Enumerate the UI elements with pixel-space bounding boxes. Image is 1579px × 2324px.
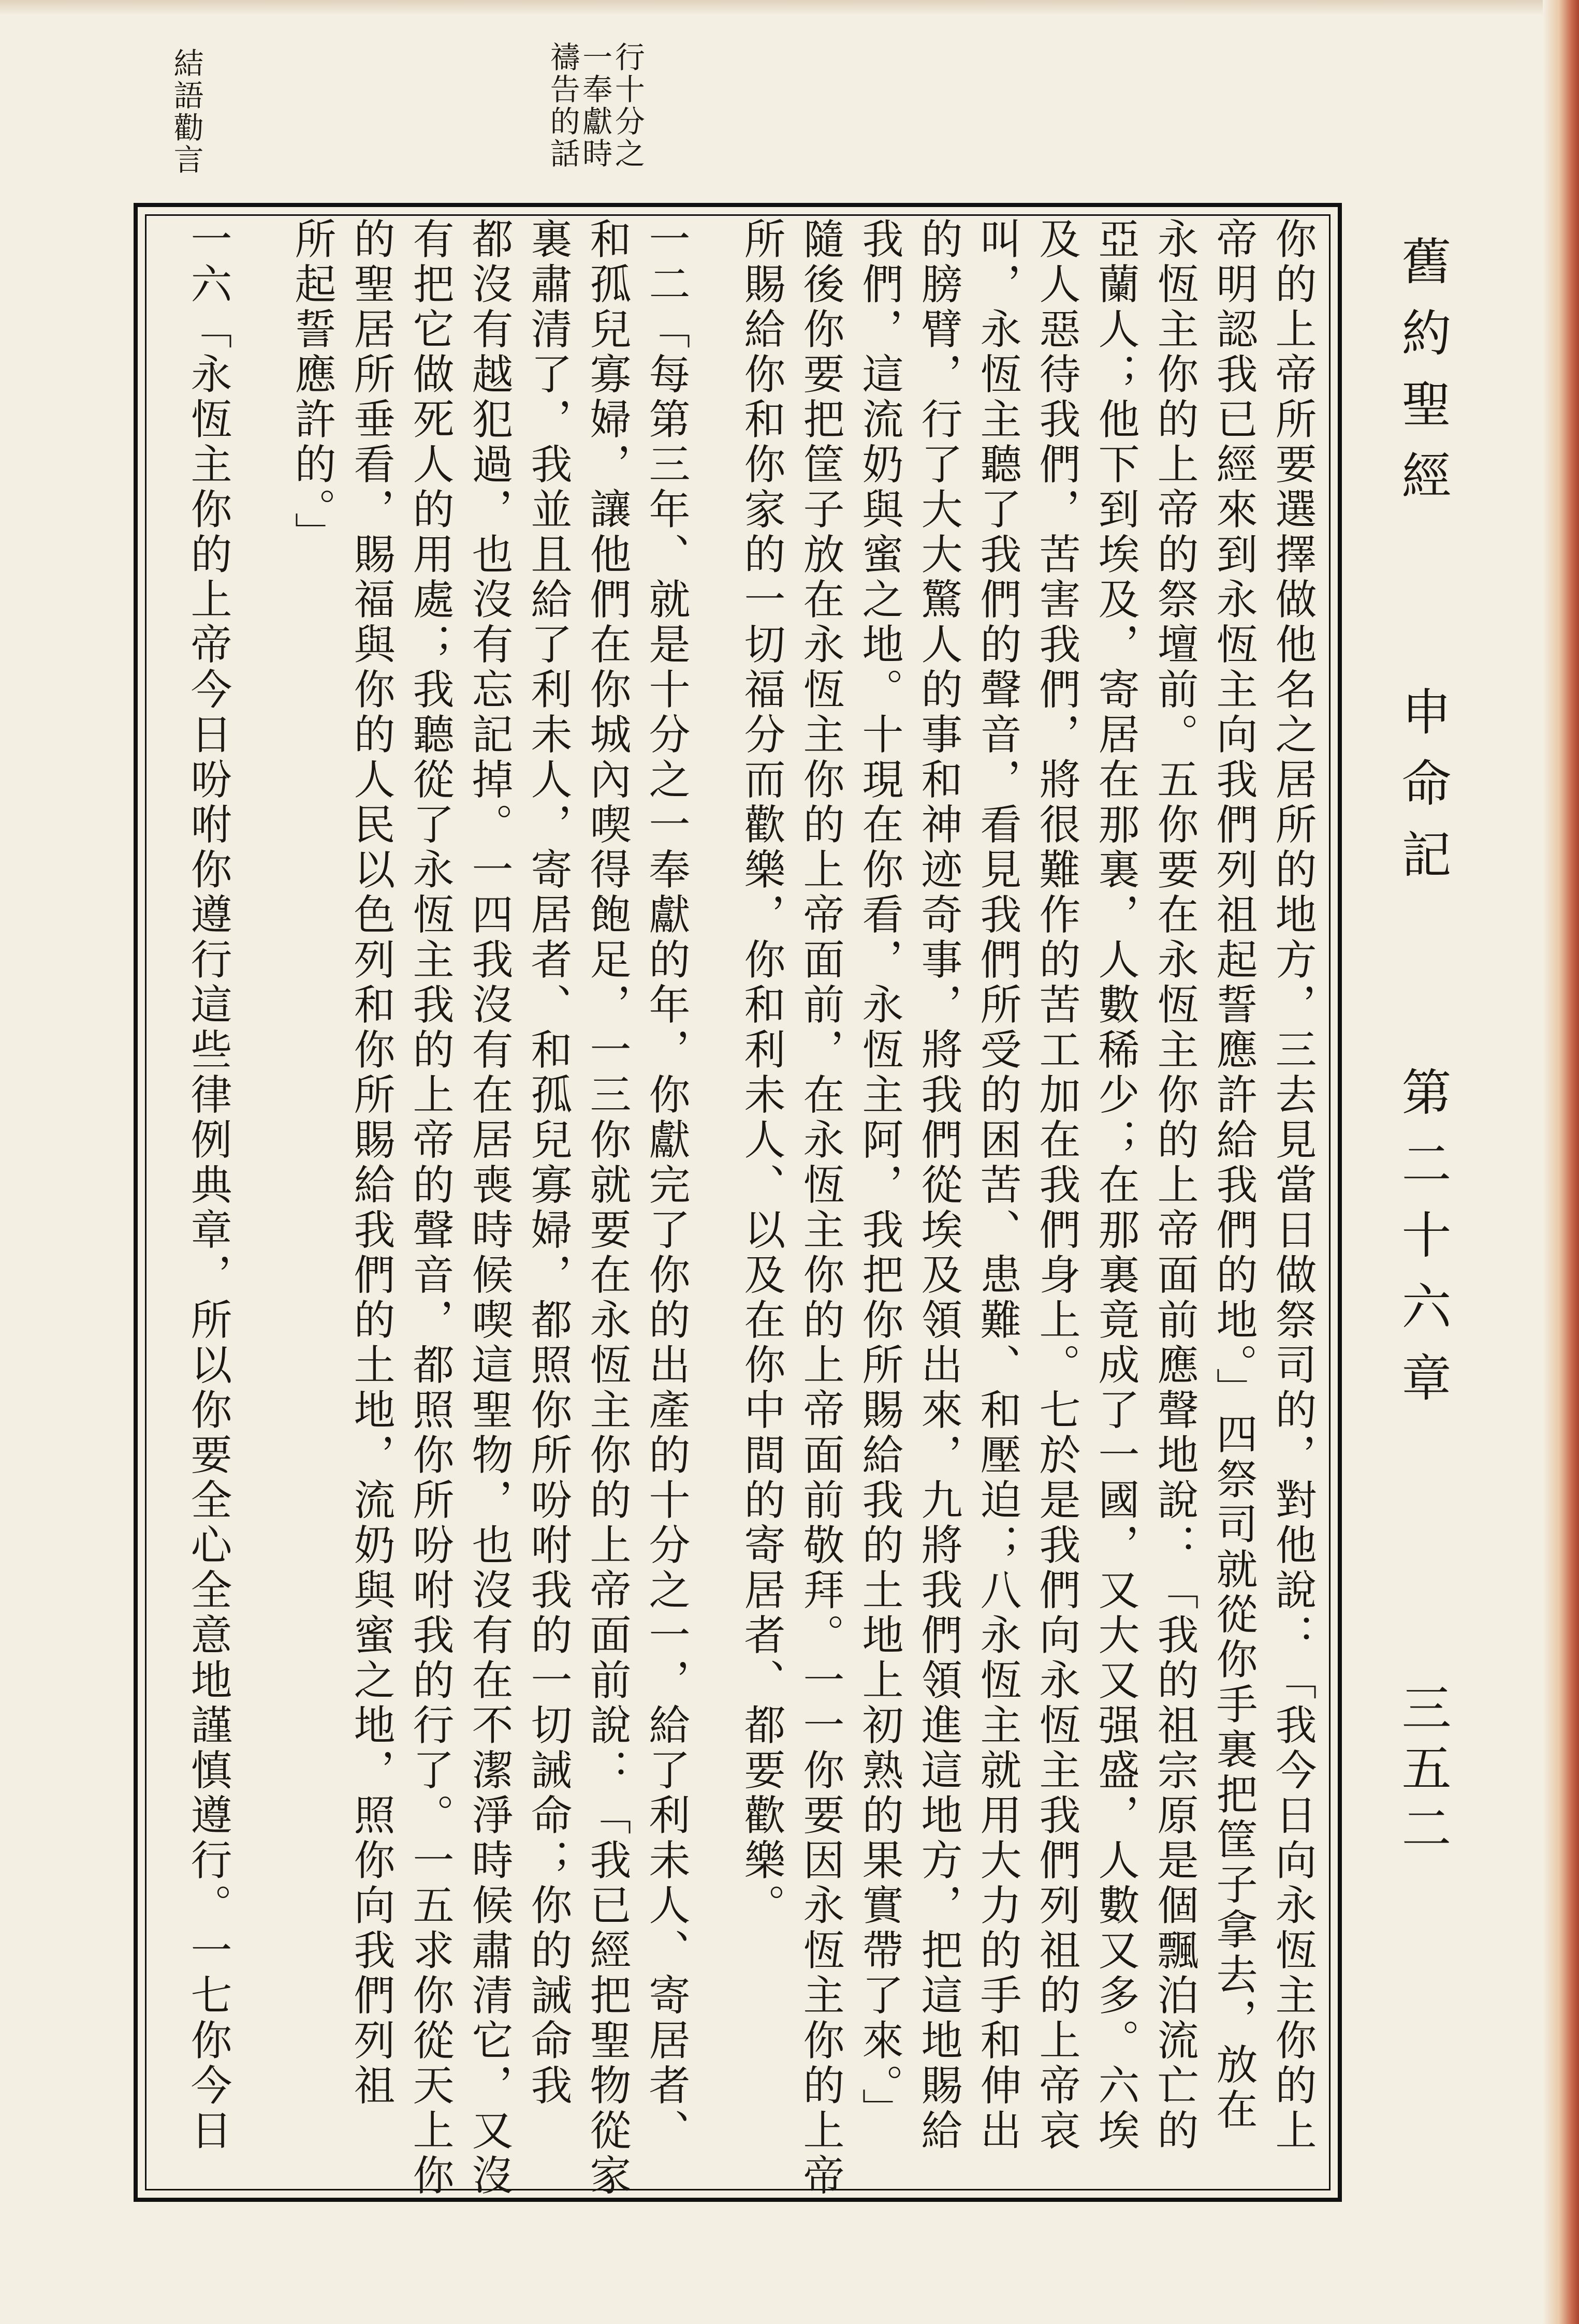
text-column-6: 叫，永恆主聽了我們的聲音，看見我們所受的困苦、患難、和壓迫；八永恆主就用大力的手和伸出 — [973, 217, 1021, 2154]
text-column-7: 的膀臂，行了大大驚人的事和神迹奇事，將我們從埃及領出來，九將我們領進這地方，把這地賜給 — [914, 217, 962, 2154]
page-top-shadow — [0, 0, 1579, 16]
page-edge-binding — [1543, 0, 1579, 2324]
page-number: 三五二 — [1394, 1682, 1452, 1862]
text-column-12: 和孤兒寡婦，讓他們在你城內喫得飽足，一三你就要在永恆主你的上帝面前說：「我已經把聖物從家 — [583, 217, 631, 2199]
text-column-4: 亞蘭人；他下到埃及，寄居在那裏，人數稀少；在那裏竟成了一國，又大又强盛，人數又多。六埃 — [1091, 217, 1139, 2154]
text-column-14: 都沒有越犯過，也沒有忘記掉。一四我沒有在居喪時候喫這聖物，也沒有在不潔淨時候肅清它，又沒 — [465, 217, 513, 2199]
book-title: 舊約聖經 — [1394, 236, 1452, 521]
text-column-11: 一二「每第三年、就是十分之一奉獻的年，你獻完了你的出產的十分之一，給了利未人、寄居者、 — [642, 217, 690, 2154]
text-column-16: 的聖居所垂看，賜福與你的人民以色列和你所賜給我們的土地，流奶與蜜之地，照你向我們列祖 — [347, 217, 395, 2109]
text-column-15: 有把它做死人的用處；我聽從了永恆主我的上帝的聲音，都照你所吩咐我的行了。一五求你從天上你 — [406, 217, 454, 2199]
margin-note-tithe-prayer: 行十分之一奉獻時禱告的話 — [545, 41, 645, 170]
book-name: 申命記 — [1394, 686, 1452, 900]
text-column-5: 及人惡待我們，苦害我們，將很難作的苦工加在我們身上。七於是我們向永恆主我們列祖的上帝哀 — [1032, 217, 1080, 2154]
text-column-18: 一六「永恆主你的上帝今日吩咐你遵行這些律例典章，所以你要全心全意地謹慎遵行。一七你今日 — [184, 217, 232, 2154]
text-column-2: 帝明認我已經來到永恆主向我們列祖起誓應許給我們的地。」四祭司就從你手裏把筐子拿去，放在 — [1209, 217, 1258, 2133]
text-column-1: 你的上帝所要選擇做他名之居所的地方，三去見當日做祭司的，對他說：「我今日向永恆主你的上 — [1268, 217, 1317, 2154]
text-column-3: 永恆主你的上帝的祭壇前。五你要在永恆主你的上帝面前應聲地說：「我的祖宗原是個飄泊流亡的 — [1150, 217, 1198, 2154]
text-column-13: 裏肅清了，我並且給了利未人，寄居者、和孤兒寡婦，都照你所吩咐我的一切誡命；你的誡命我 — [524, 217, 572, 2109]
text-column-10: 所賜給你和你家的一切福分而歡樂，你和利未人、以及在你中間的寄居者、都要歡樂。 — [737, 217, 785, 1929]
text-column-9: 隨後你要把筐子放在永恆主你的上帝面前，在永恆主你的上帝面前敬拜。一一你要因永恆主你的上帝 — [796, 217, 844, 2199]
margin-note-closing-exhortation: 結語勸言 — [168, 48, 204, 176]
chapter-title: 第二十六章 — [1394, 1066, 1452, 1423]
text-column-8: 我們，這流奶與蜜之地。十現在你看，永恆主阿，我把你所賜給我的土地上初熟的果實帶了來。」 — [855, 217, 903, 2133]
text-column-17: 所起誓應許的。」 — [288, 217, 336, 557]
